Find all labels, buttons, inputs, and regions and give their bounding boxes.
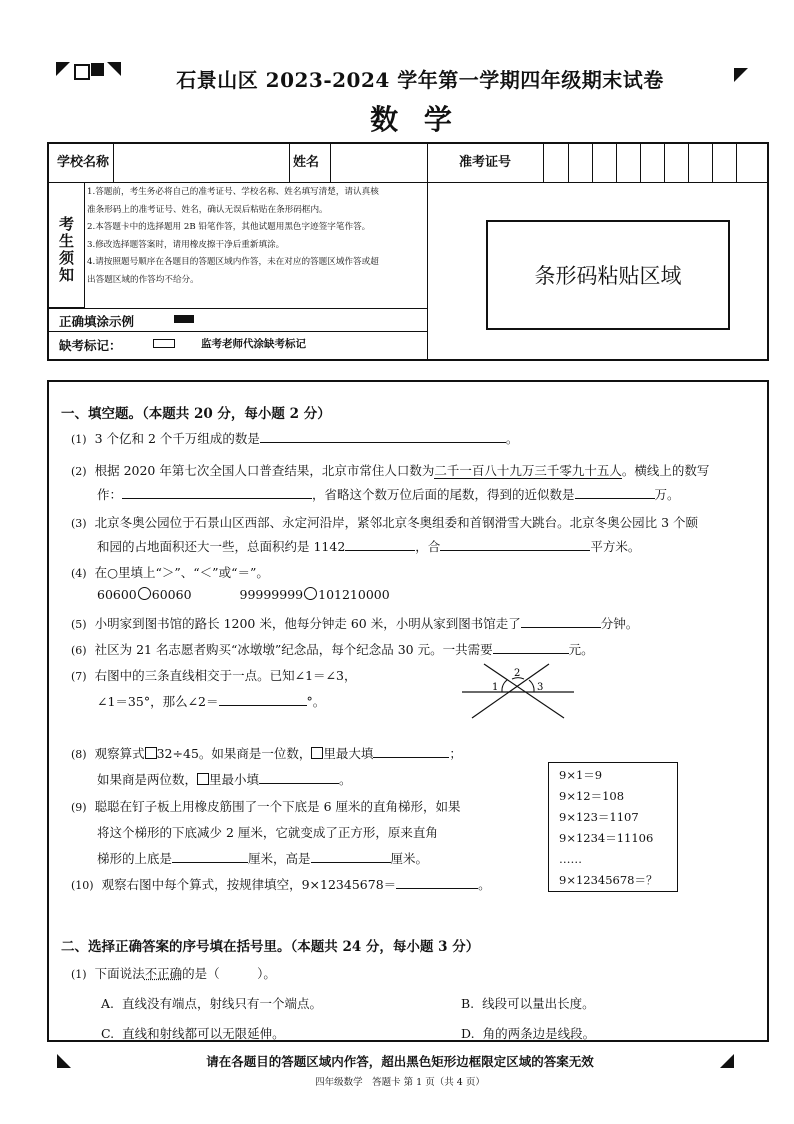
notice-line: 准条形码上的准考证号、姓名，确认无误后粘贴在条形码框内。 [87,204,328,215]
question-5 [71,614,638,632]
question-text: 在○里填上“＞”、“＜”或“＝”。 [94,565,269,580]
question-text: 3 个亿和 2 个千万组成的数是 [94,431,260,446]
question-text: 和园的占地面积还大一些，总面积约是 1142 [97,539,346,554]
compare-circle[interactable] [138,587,151,600]
question-text: 下面说法 [94,966,145,981]
question-text: ，省略这个数万位后面的尾数，得到的近似数是 [312,487,575,502]
question-number: (6) [71,644,87,657]
question-2-line2 [97,485,680,503]
notice-line: 3.修改选择题答案时，请用橡皮擦干净后重新填涂。 [87,239,285,250]
compare-left: 99999999 [239,587,304,602]
option-label: D. [461,1026,475,1041]
notice-line: 1.答题前，考生务必将自己的准考证号、学校名称、姓名填写清楚，请认真核 [87,187,379,197]
intersecting-lines-figure [454,662,579,722]
sequence-line: 9×123＝1107 [559,810,639,824]
question-9-line3 [97,849,428,867]
sequence-line: …… [559,852,582,866]
question-text: 观察算式 [94,746,145,761]
notice-label: 考生须知 [49,182,85,308]
option-label: C. [101,1026,115,1041]
answer-blank[interactable] [440,538,590,551]
school-field[interactable] [114,144,290,182]
exam-number-digit[interactable] [616,144,641,182]
question-4 [71,563,269,581]
exam-title: 石景山区 2023-2024 学年第一学期四年级期末试卷 [176,68,664,92]
compare-left: 60600 [97,587,137,602]
question-text: 社区为 21 名志愿者购买“冰墩墩”纪念品，每个纪念品 30 元。一共需要 [94,642,493,657]
compare-right: 101210000 [318,587,390,602]
notice-line: 2.本答题卡中的选择题用 2B 铅笔作答，其他试题用黑色字迹签字笔作答。 [87,222,371,232]
question-10 [71,875,491,893]
corner-mark-triangle [107,62,121,76]
question-number: (9) [71,801,87,814]
angle-label: 2 [514,668,521,679]
question-text: °。 [306,694,326,709]
sequence-line: 9×12＝108 [559,789,625,803]
footer-warning: 请在各题目的答题区域内作答，超出黑色矩形边框限定区域的答案无效 [206,1054,594,1069]
answer-blank[interactable] [575,486,655,499]
question-number: (4) [71,567,87,580]
answer-blank[interactable] [311,850,391,863]
question-1 [71,429,518,447]
fill-example-mark [174,315,194,323]
notice-line: 4.请按照题号顺序在各题目的答题区域内作答，未在对应的答题区域作答或超 [87,257,379,267]
question-text: 。 [339,772,352,787]
answer-blank[interactable] [122,486,312,499]
question-text: 。 [478,877,491,892]
choice-option-b[interactable] [461,994,595,1012]
answer-blank[interactable] [493,641,569,654]
question-text: 平方米。 [590,539,641,554]
info-divider [49,308,427,309]
absent-note: 监考老师代涂缺考标记 [201,338,306,350]
corner-mark-triangle [57,1054,71,1068]
info-divider [49,331,427,332]
option-label: B. [461,996,475,1011]
absent-mark-box[interactable] [153,339,175,348]
emphasis-text: 不正确 [144,966,183,981]
sequence-line: 9×1＝9 [559,768,603,782]
question-text: 将这个梯形的下底减少 2 厘米，它就变成了正方形，原来直角 [97,825,438,840]
question-number: (2) [71,465,87,478]
barcode-area: 条形码粘贴区域 [486,220,730,330]
compare-right: 60060 [151,587,192,602]
question-2 [71,461,709,479]
question-number: (1) [71,968,87,981]
corner-mark-triangle [56,62,70,76]
name-label: 姓名 [289,144,331,182]
pattern-sequence-box [548,762,678,892]
answer-blank[interactable] [521,615,601,628]
question-text: 北京冬奥公园位于石景山区西部、永定河沿岸，紧邻北京冬奥组委和首钢滑雪大跳台。北京冬奥公园比 3 个颐 [94,515,698,530]
fill-example-label: 正确填涂示例 [59,314,135,329]
option-text: 直线没有端点，射线只有一个端点。 [122,996,323,1011]
question-text: 根据 2020 年第七次全国人口普查结果，北京市常住人口数为 [94,463,435,478]
choice-option-c[interactable] [101,1024,285,1042]
question-9 [71,797,461,815]
question-text: 小明家到图书馆的路长 1200 米，他每分钟走 60 米，小明从家到图书馆走了 [94,616,521,631]
angle-label: 3 [537,682,544,693]
angle-label: 1 [492,682,499,693]
question-text: 里最大填 [323,746,374,761]
corner-mark-hollow-square [74,64,90,80]
digit-box [197,773,209,785]
question-number: (5) [71,618,87,631]
notice-text [87,184,427,289]
question-text: 观察右图中每个算式，按规律填空，9×12345678＝ [101,877,397,892]
footer-page-info: 四年级数学 答题卡 第 1 页（共 4 页） [315,1077,485,1088]
digit-box [145,747,157,759]
question-number: (1) [71,433,87,446]
question-text: 分钟。 [600,616,639,631]
question-text: 厘米。 [390,851,429,866]
corner-mark-triangle [720,1054,734,1068]
choice-option-a[interactable] [101,994,322,1012]
sequence-line: 9×1234＝11106 [559,831,654,845]
question-number: (3) [71,517,87,530]
question-4-line2 [97,587,390,602]
corner-mark-solid-square [91,63,104,76]
exam-number-digit[interactable] [544,144,569,182]
question-text: 元。 [568,642,594,657]
answer-blank[interactable] [260,430,506,443]
question-8 [71,744,462,762]
question-text: ∠1＝35°，那么∠2＝ [97,694,219,709]
question-text: 。横线上的数写 [621,463,710,478]
question-6 [71,640,594,658]
sequence-line: 9×12345678＝？ [559,873,658,887]
answer-blank[interactable] [373,745,449,758]
answer-blank[interactable] [396,876,478,889]
exam-number-digit[interactable] [688,144,713,182]
exam-number-digit[interactable] [640,144,665,182]
question-text: 。 [505,431,519,446]
choice-option-d[interactable] [461,1024,595,1042]
question-text: 里最小填 [209,772,260,787]
question-text: 32÷45。如果商是一位数， [156,746,312,761]
compare-circle[interactable] [304,587,317,600]
option-label: A. [101,996,115,1011]
question-text: 万。 [654,487,680,502]
corner-mark-triangle [734,68,748,82]
question-text: ； [449,746,462,761]
question-number: (8) [71,748,87,761]
question-text: 厘米，高是 [248,851,311,866]
angle-arc [529,680,534,692]
answer-blank[interactable] [219,693,307,706]
question-text: 右图中的三条直线相交于一点。已知∠1＝∠3， [94,668,357,683]
question-text: ，合 [415,539,441,554]
question-3-line2 [97,537,640,555]
candidate-info-box [47,142,769,361]
option-text: 线段可以量出长度。 [482,996,595,1011]
notice-line: 出答题区域的作答均不给分。 [87,274,199,285]
question-number: (7) [71,670,87,683]
exam-number-digit[interactable] [568,144,593,182]
answer-blank[interactable] [345,538,415,551]
question-3 [71,513,698,531]
answer-blank[interactable] [172,850,248,863]
option-text: 角的两条边是线段。 [482,1026,596,1041]
exam-number-label: 准考证号 [427,144,544,182]
school-label: 学校名称 [49,144,114,182]
question-text: 如果商是两位数， [97,772,198,787]
angle-arc [502,680,507,692]
question-number: (10) [71,879,94,892]
digit-box [311,747,323,759]
absent-label: 缺考标记： [59,338,122,353]
exam-number-digit[interactable] [736,144,767,182]
question-text: 梯形的上底是 [97,851,173,866]
name-field[interactable] [331,144,428,182]
info-divider [427,182,428,359]
question-7-line2 [97,692,325,710]
exam-number-digit[interactable] [664,144,689,182]
question-7 [71,666,356,684]
exam-number-digit[interactable] [712,144,737,182]
section2-heading: 二、选择正确答案的序号填在括号里。（本题共 24 分，每小题 3 分） [61,939,480,955]
choice-question-1 [71,964,276,982]
question-text: 作： [97,487,123,502]
question-text: 聪聪在钉子板上用橡皮筋围了一个下底是 6 厘米的直角梯形，如果 [94,799,461,814]
answer-area [47,380,769,1042]
answer-blank[interactable] [259,771,339,784]
question-9-line2 [97,823,438,841]
option-text: 直线和射线都可以无限延伸。 [122,1026,285,1041]
question-8-line2 [97,770,352,788]
exam-subject: 数 学 [370,103,460,136]
info-header-row [49,144,767,183]
section1-heading: 一、填空题。（本题共 20 分，每小题 2 分） [61,406,331,422]
exam-number-digit[interactable] [592,144,617,182]
underlined-number-text: 二千一百八十九万三千零九十五人 [434,463,622,478]
question-text: 的是（ ）。 [182,966,276,981]
